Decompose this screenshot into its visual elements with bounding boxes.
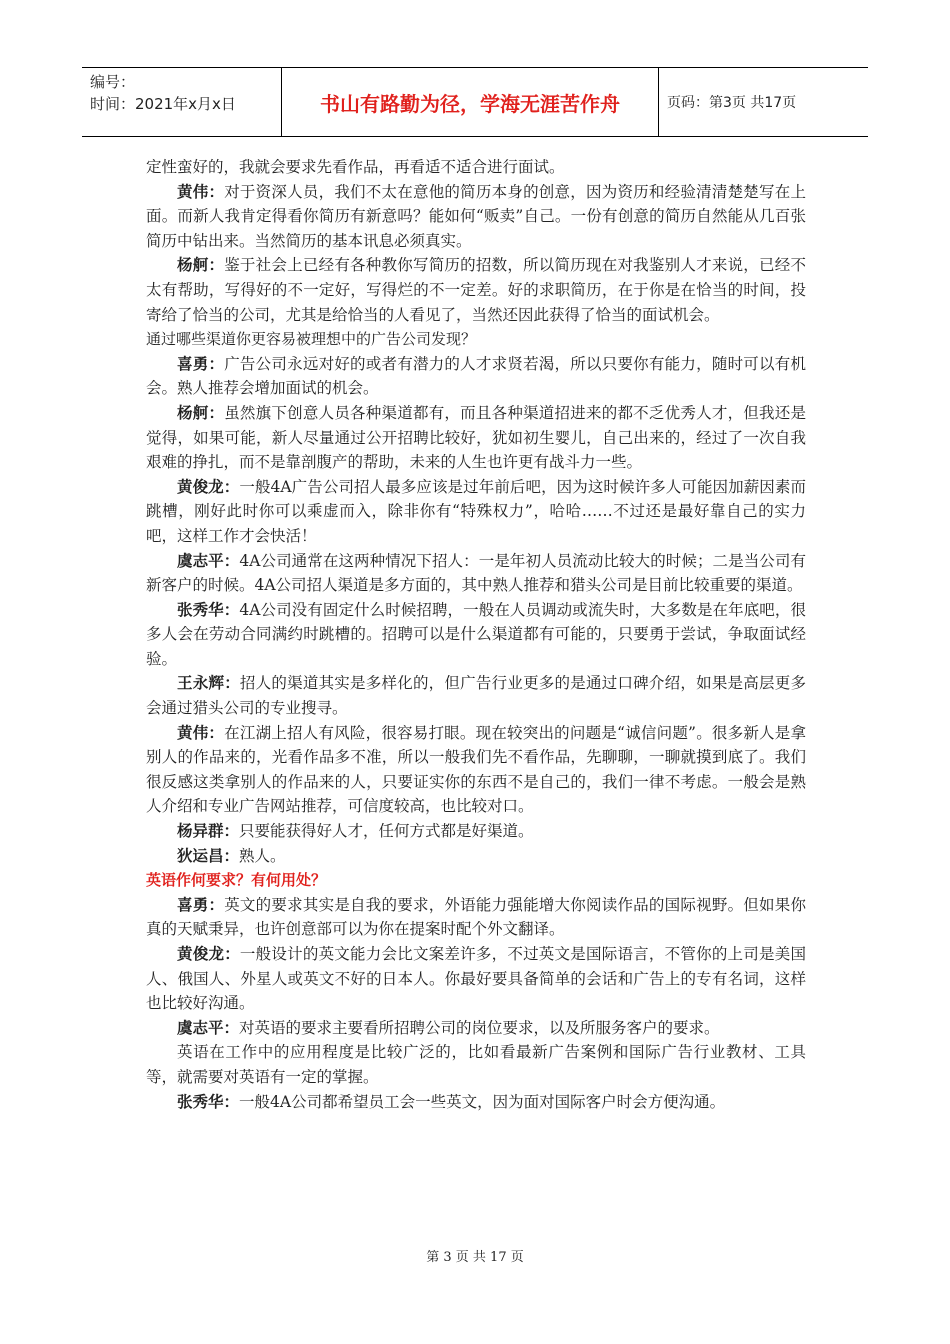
paragraph <box>146 549 806 598</box>
section-heading: 英语作何要求？有何用处？ <box>146 871 327 890</box>
speaker-name: 虞志平： <box>177 1018 240 1037</box>
speaker-name: 喜勇： <box>177 895 225 914</box>
paragraph-text: 虽然旗下创意人员各种渠道都有，而且各种渠道招进来的都不乏优秀人才，但我还是觉得，如果可能，新人尽量通过公开招聘比较好，犹如初生婴儿，自己出来的，经过了一次自我艰难的挣扎，而不是靠剖腹产的帮助，未来的人生也许更有战斗力一些。 <box>146 403 806 472</box>
time-label: 时间：2021年x月x日 <box>90 95 236 113</box>
paragraph-text: 对于资深人员，我们不太在意他的简历本身的创意，因为资历和经验清清楚楚写在上面。而新人我肯定得看你简历有新意吗？能如何“贩卖”自己。一份有创意的简历自然能从几百张简历中钻出来。当然简历的基本讯息必须真实。 <box>146 182 806 250</box>
paragraph-text: 一般4A广告公司招人最多应该是过年前后吧，因为这时候许多人可能因加薪因素而跳槽，刚好此时你可以乘虚而入，除非你有“特殊权力”，哈哈……不过还是最好靠自己的实力吧，这样工作才会快活！ <box>146 477 806 545</box>
header-page-info: 页码：第3页 共17页 <box>667 95 797 111</box>
paragraph <box>146 942 806 1016</box>
paragraph-text: 熟人。 <box>239 846 286 865</box>
speaker-name: 杨舸： <box>177 403 225 422</box>
paragraph-text: 4A公司没有固定什么时候招聘，一般在人员调动或流失时，大多数是在年底吧，很多人会在劳动合同满约时跳槽的。招聘可以是什么渠道都有可能的，只要勇于尝试，争取面试经验。 <box>146 600 806 668</box>
speaker-name: 黄伟： <box>177 182 225 201</box>
paragraph-text: 在江湖上招人有风险，很容易打眼。现在较突出的问题是“诚信问题”。很多新人是拿别人的作品来的，光看作品多不准，所以一般我们先不看作品，先聊聊，一聊就摸到底了。我们很反感这类拿别人的作品来的人，只要证实你的东西不是自己的，我们一律不考虑。一般会是熟人介绍和专业广告网站推荐，可信度较高，也比较对口。 <box>146 723 806 816</box>
paragraph <box>146 475 806 549</box>
paragraph <box>146 671 806 720</box>
speaker-name: 张秀华： <box>177 600 240 619</box>
paragraph <box>146 180 806 254</box>
paragraph-text: 英文的要求其实是自我的要求，外语能力强能增大你阅读作品的国际视野。但如果你真的天赋秉异，也许创意部可以为你在提案时配个外文翻译。 <box>146 895 806 939</box>
paragraph-text: 4A公司通常在这两种情况下招人：一是年初人员流动比较大的时候；二是当公司有新客户的时候。4A公司招人渠道是多方面的，其中熟人推荐和猎头公司是目前比较重要的渠道。 <box>146 551 806 595</box>
speaker-name: 杨异群： <box>177 822 240 841</box>
paragraph-text: 只要能获得好人才，任何方式都是好渠道。 <box>239 822 534 841</box>
speaker-name: 张秀华： <box>177 1092 240 1111</box>
document-body <box>146 155 806 1114</box>
speaker-name: 喜勇： <box>177 354 225 373</box>
section-question: 通过哪些渠道你更容易被理想中的广告公司发现？ <box>146 330 477 349</box>
paragraph <box>146 819 806 844</box>
paragraph-text: 招人的渠道其实是多样化的，但广告行业更多的是通过口碑介绍，如果是高层更多会通过猎头公司的专业搜寻。 <box>146 674 806 718</box>
page-footer: 第 3 页 共 17 页 <box>426 1250 524 1265</box>
paragraph <box>146 893 806 942</box>
paragraph <box>146 844 806 869</box>
paragraph <box>146 352 806 401</box>
speaker-name: 黄伟： <box>177 723 225 742</box>
speaker-name: 杨舸： <box>177 256 225 275</box>
paragraph <box>146 1016 806 1041</box>
paragraph: 英语在工作中的应用程度是比较广泛的，比如看最新广告案例和国际广告行业教材、工具等，就需要对英语有一定的掌握。 <box>146 1043 806 1086</box>
paragraph-text: 一般设计的英文能力会比文案差许多，不过英文是国际语言，不管你的上司是美国人、俄国人、外星人或英文不好的日本人。你最好要具备简单的会话和广告上的专有名词，这样也比较好沟通。 <box>146 945 806 1013</box>
speaker-name: 王永辉： <box>177 674 240 693</box>
paragraph-text: 鉴于社会上已经有各种教你写简历的招数，所以简历现在对我鉴别人才来说，已经不太有帮助，写得好的不一定好，写得烂的不一定差。好的求职简历，在于你是在恰当的时间，投寄给了恰当的公司，尤其是给恰当的人看见了，当然还因此获得了恰当的面试机会。 <box>146 256 806 324</box>
header-motto: 书山有路勤为径，学海无涯苦作舟 <box>282 68 659 136</box>
page-header <box>82 67 868 137</box>
paragraph-text: 一般4A公司都希望员工会一些英文，因为面对国际客户时会方便沟通。 <box>239 1092 726 1111</box>
speaker-name: 黄俊龙： <box>177 477 240 496</box>
speaker-name: 黄俊龙： <box>177 945 240 963</box>
paragraph <box>146 598 806 672</box>
paragraph: 定性蛮好的，我就会要求先看作品，再看适不适合进行面试。 <box>146 158 565 176</box>
paragraph <box>146 253 806 327</box>
paragraph <box>146 401 806 475</box>
speaker-name: 虞志平： <box>177 551 240 570</box>
paragraph <box>146 721 806 819</box>
number-label: 编号： <box>90 73 136 91</box>
speaker-name: 狄运昌： <box>177 846 240 865</box>
paragraph-text: 对英语的要求主要看所招聘公司的岗位要求，以及所服务客户的要求。 <box>239 1018 720 1037</box>
paragraph-text: 广告公司永远对好的或者有潜力的人才求贤若渴，所以只要你有能力，随时可以有机会。熟人推荐会增加面试的机会。 <box>146 354 806 398</box>
paragraph <box>146 1090 806 1115</box>
header-meta <box>82 68 282 136</box>
